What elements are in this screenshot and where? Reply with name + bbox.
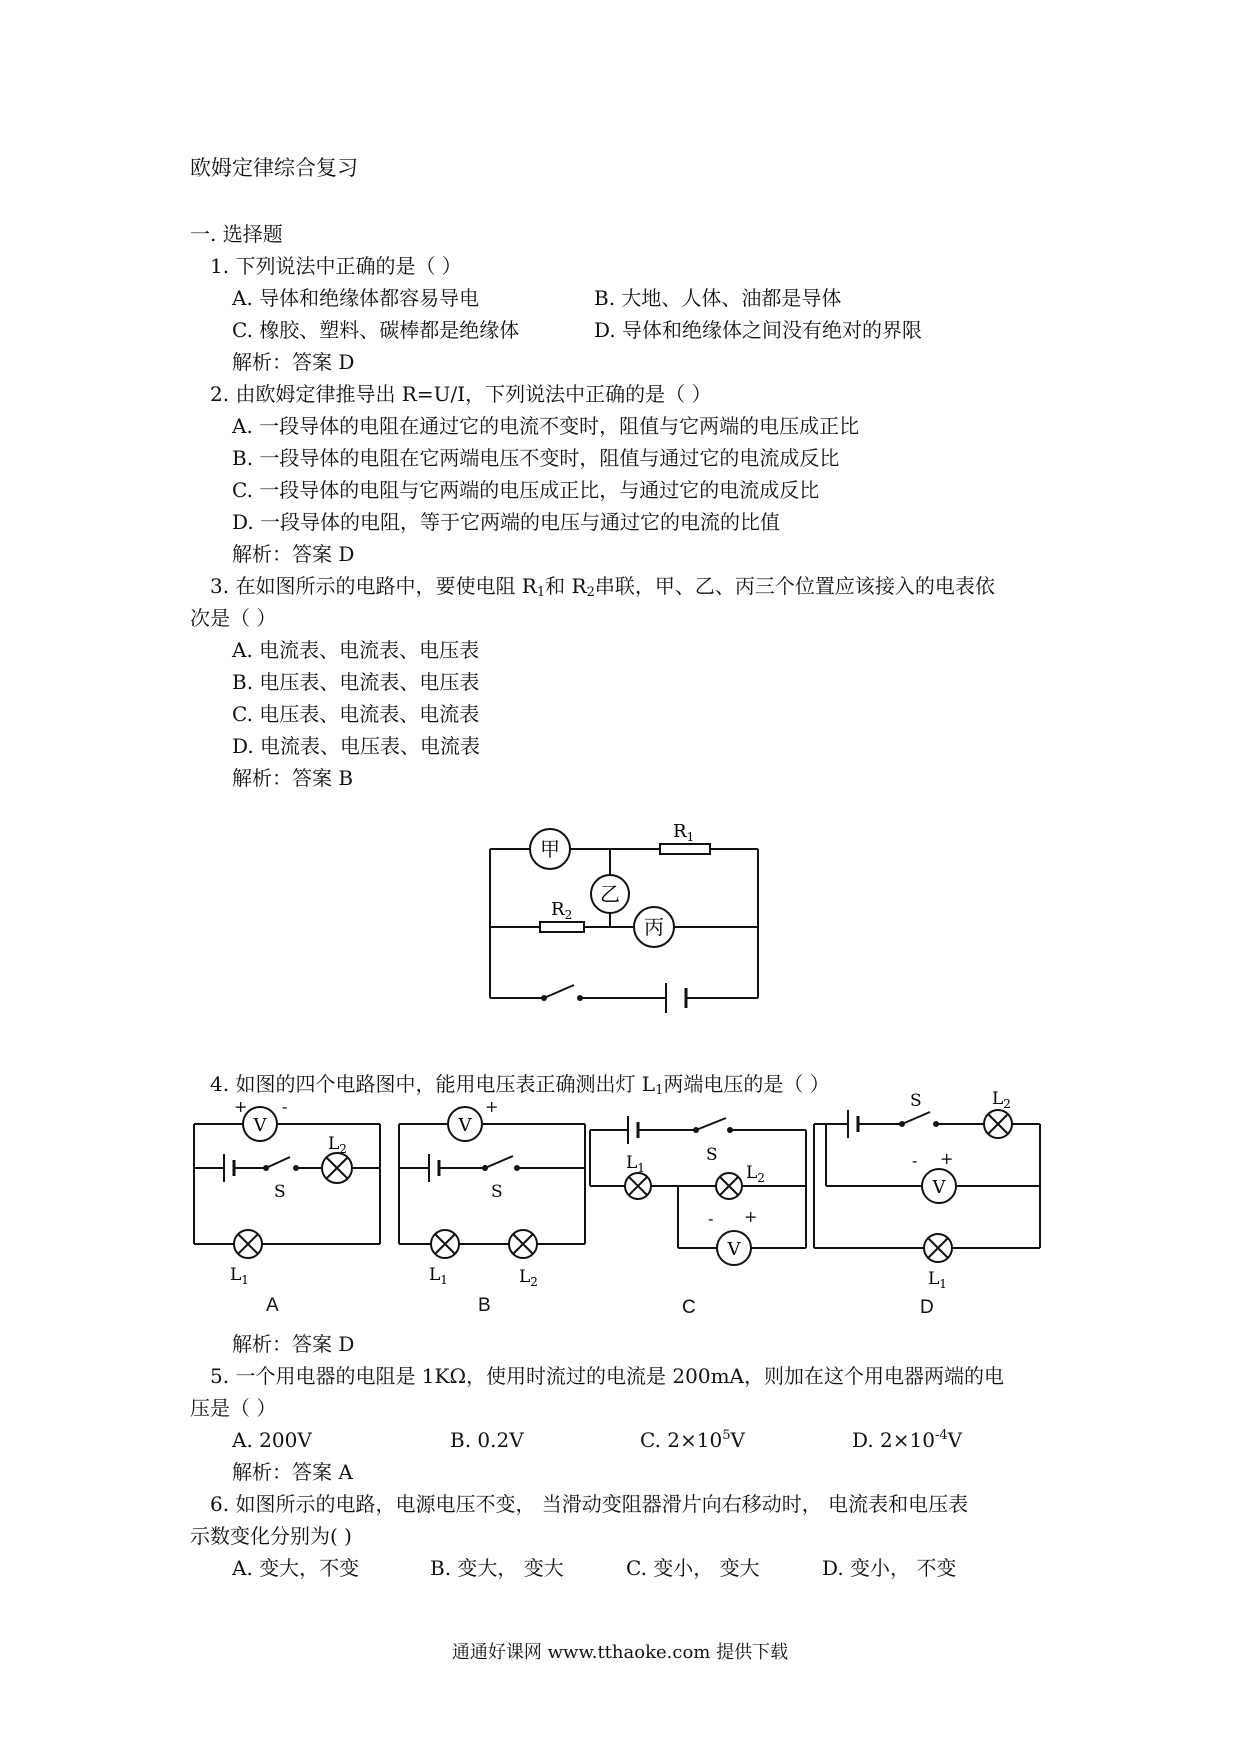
question-4-circuit-b bbox=[395, 1097, 595, 1292]
voltmeter-d-plus: + bbox=[940, 1149, 954, 1168]
page-footer: 通通好课网 www.tthaoke.com 提供下载 bbox=[451, 1642, 789, 1663]
question-1-option-c: C. 橡胶、塑料、碳棒都是绝缘体 bbox=[232, 318, 520, 342]
question-1-stem: 1. 下列说法中正确的是（ ） bbox=[210, 254, 462, 278]
voltmeter-a-plus: + bbox=[234, 1097, 248, 1116]
lamp-a-l1-label: $L_1$ bbox=[230, 1265, 249, 1287]
lamp-d-l1-label: $L_1$ bbox=[928, 1269, 947, 1291]
voltmeter-c-plus: + bbox=[744, 1207, 758, 1226]
meter-jia-label: 甲 bbox=[540, 837, 560, 861]
circuit-caption-b: B bbox=[478, 1295, 491, 1316]
question-5-option-c: C. $2\times 10^5V$ bbox=[640, 1428, 745, 1452]
lamp-c-l2-label: $L_2$ bbox=[746, 1163, 765, 1185]
question-1-option-b: B. 大地、人体、油都是导体 bbox=[594, 286, 842, 310]
circuit-caption-a: A bbox=[266, 1295, 279, 1316]
switch-c-label: S bbox=[706, 1145, 718, 1165]
section-heading: 一. 选择题 bbox=[190, 222, 283, 246]
question-4-answer: 解析：答案 D bbox=[232, 1332, 355, 1356]
question-5-stem: 5. 一个用电器的电阻是 1KΩ，使用时流过的电流是 200mA，则加在这个用电器两端的电 bbox=[210, 1364, 1004, 1388]
question-6-stem: 6. 如图所示的电路，电源电压不变， 当滑动变阻器滑片向右移动时， 电流表和电压表 bbox=[210, 1492, 969, 1516]
question-6-option-d: D. 变小， 不变 bbox=[822, 1556, 957, 1580]
question-5-answer: 解析：答案 A bbox=[232, 1460, 353, 1484]
question-2-option-a: A. 一段导体的电阻在通过它的电流不变时，阻值与它两端的电压成正比 bbox=[232, 414, 860, 438]
voltmeter-b-minus: - bbox=[457, 1097, 463, 1116]
question-4-stem: 4. 如图的四个电路图中，能用电压表正确测出灯 $L_1$两端电压的是（ ） bbox=[210, 1072, 830, 1098]
voltmeter-a-minus: - bbox=[282, 1097, 288, 1116]
voltmeter-c-label: V bbox=[727, 1239, 741, 1260]
resistor-r2-label: $R_2$ bbox=[551, 899, 573, 922]
question-4-circuit-d bbox=[812, 1089, 1052, 1302]
question-2-option-d: D. 一段导体的电阻，等于它两端的电压与通过它的电流的比值 bbox=[232, 510, 781, 534]
switch-b-label: S bbox=[491, 1182, 503, 1202]
question-6-stem-continued: 示数变化分别为( ) bbox=[190, 1524, 352, 1548]
question-2-answer: 解析：答案 D bbox=[232, 542, 355, 566]
question-3-option-c: C. 电压表、电流表、电流表 bbox=[232, 702, 480, 726]
voltmeter-c-minus: - bbox=[708, 1209, 714, 1228]
voltmeter-b-label: V bbox=[458, 1115, 472, 1136]
question-2-option-c: C. 一段导体的电阻与它两端的电压成正比，与通过它的电流成反比 bbox=[232, 478, 820, 502]
lamp-d-l2-label: $L_2$ bbox=[992, 1089, 1011, 1111]
question-5-option-a: A. 200V bbox=[232, 1428, 312, 1452]
question-3-stem: 3. 在如图所示的电路中，要使电阻 $R_1$和 $R_2$串联，甲、乙、丙三个位置应该接入的电表依 bbox=[210, 574, 995, 600]
question-5-stem-continued: 压是（ ） bbox=[190, 1396, 277, 1420]
question-3-option-b: B. 电压表、电流表、电压表 bbox=[232, 670, 480, 694]
lamp-b-l1-label: $L_1$ bbox=[429, 1265, 448, 1287]
question-3-circuit-diagram bbox=[470, 805, 770, 1030]
meter-bing-label: 丙 bbox=[644, 915, 664, 939]
question-3-stem-continued: 次是（ ） bbox=[190, 606, 277, 630]
meter-yi-label: 乙 bbox=[600, 882, 620, 906]
question-6-option-a: A. 变大，不变 bbox=[232, 1556, 360, 1580]
question-1-option-d: D. 导体和绝缘体之间没有绝对的界限 bbox=[594, 318, 923, 342]
question-1-option-a: A. 导体和绝缘体都容易导电 bbox=[232, 286, 480, 310]
voltmeter-d-label: V bbox=[932, 1177, 946, 1198]
circuit-caption-d: D bbox=[920, 1297, 934, 1318]
question-3-option-a: A. 电流表、电流表、电压表 bbox=[232, 638, 480, 662]
lamp-c-l1-label: $L_1$ bbox=[626, 1153, 645, 1175]
resistor-r1-label: $R_1$ bbox=[673, 821, 695, 844]
lamp-b-l2-label: $L_2$ bbox=[519, 1267, 538, 1289]
lamp-a-l2-label: $L_2$ bbox=[328, 1134, 347, 1156]
question-6-option-b: B. 变大， 变大 bbox=[430, 1556, 564, 1580]
question-5-option-b: B. 0.2V bbox=[450, 1428, 524, 1452]
switch-a-label: S bbox=[274, 1182, 286, 1202]
voltmeter-b-plus: + bbox=[485, 1097, 499, 1116]
voltmeter-d-minus: - bbox=[912, 1151, 918, 1170]
circuit-caption-c: C bbox=[682, 1297, 696, 1318]
switch-d-label: S bbox=[910, 1091, 922, 1111]
question-2-option-b: B. 一段导体的电阻在它两端电压不变时，阻值与通过它的电流成反比 bbox=[232, 446, 840, 470]
question-5-option-d: D. $2\times 10^{-4}V$ bbox=[852, 1428, 963, 1452]
page-title: 欧姆定律综合复习 bbox=[190, 156, 358, 180]
question-6-option-c: C. 变小， 变大 bbox=[626, 1556, 760, 1580]
question-3-answer: 解析：答案 B bbox=[232, 766, 354, 790]
question-4-circuit-c bbox=[588, 1102, 813, 1292]
question-1-answer: 解析：答案 D bbox=[232, 350, 355, 374]
question-2-stem: 2. 由欧姆定律推导出 R=U/I，下列说法中正确的是（ ） bbox=[210, 382, 712, 406]
question-3-option-d: D. 电流表、电压表、电流表 bbox=[232, 734, 481, 758]
voltmeter-a-label: V bbox=[253, 1115, 267, 1136]
question-4-circuit-a bbox=[190, 1097, 390, 1292]
